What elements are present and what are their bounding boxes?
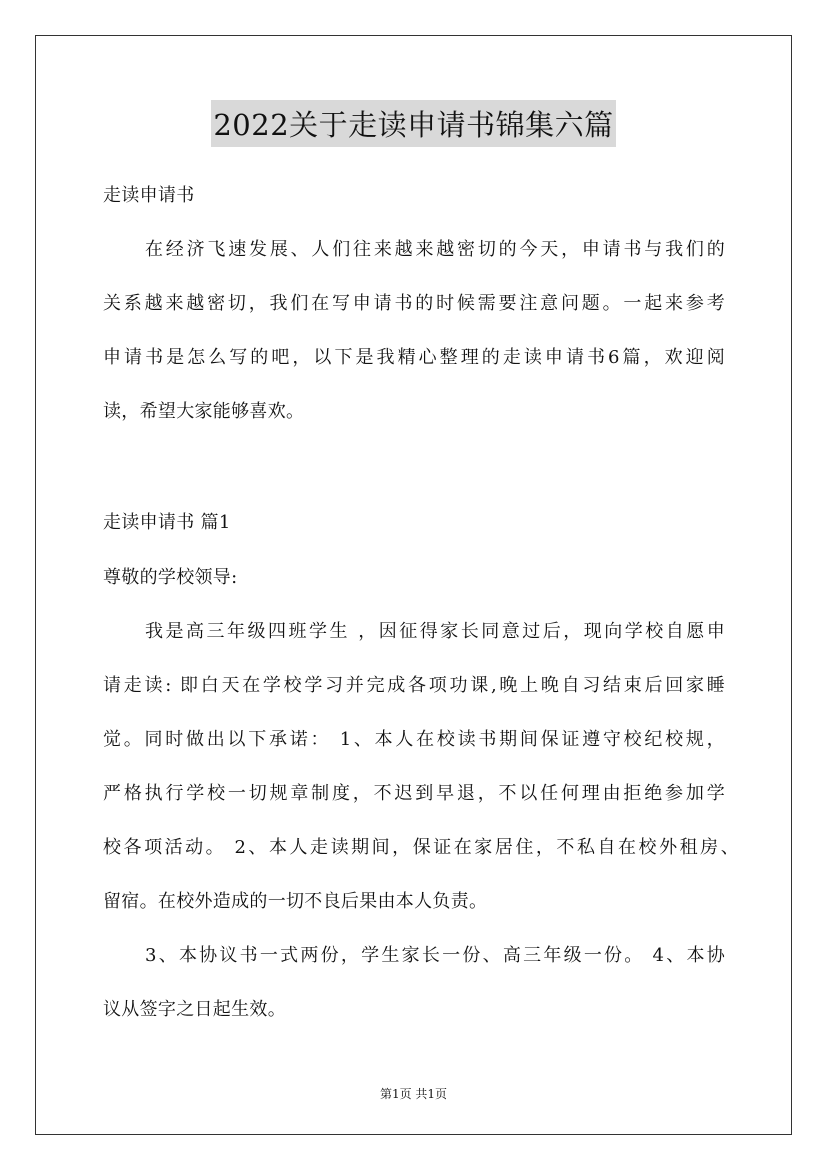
paragraph-line: 关系越来越密切，我们在写申请书的时候需要注意问题。一起来参考 [103,293,725,314]
section-heading: 走读申请书 篇1 [103,512,231,533]
paragraph-line: 申请书是怎么写的吧，以下是我精心整理的走读申请书6篇，欢迎阅 [103,347,725,368]
paragraph-line: 我是高三年级四班学生 ，因征得家长同意过后，现向学校自愿申 [145,621,725,642]
paragraph-line: 议从签字之日起生效。 [103,999,286,1020]
paragraph-line: 留宿。在校外造成的一切不良后果由本人负责。 [103,891,488,912]
paragraph-line: 校各项活动。 2、本人走读期间，保证在家居住，不私自在校外租房、 [103,837,739,858]
paragraph-line: 读，希望大家能够喜欢。 [103,401,305,422]
title-container [0,100,827,147]
paragraph-line: 严格执行学校一切规章制度，不迟到早退，不以任何理由拒绝参加学 [103,783,725,804]
paragraph-line: 3、本协议书一式两份，学生家长一份、高三年级一份。 4、本协 [145,945,725,966]
salutation: 尊敬的学校领导: [103,567,238,588]
paragraph-line: 觉。同时做出以下承诺： 1、本人在校读书期间保证遵守校纪校规， [103,729,725,750]
paragraph-line: 在经济飞速发展、人们往来越来越密切的今天，申请书与我们的 [145,239,725,260]
document-title: 2022关于走读申请书锦集六篇 [211,100,615,147]
section-heading: 走读申请书 [103,185,195,206]
page-footer: 第1页 共1页 [379,1087,448,1101]
paragraph-line: 请走读: 即白天在学校学习并完成各项功课,晚上晚自习结束后回家睡 [103,675,725,696]
